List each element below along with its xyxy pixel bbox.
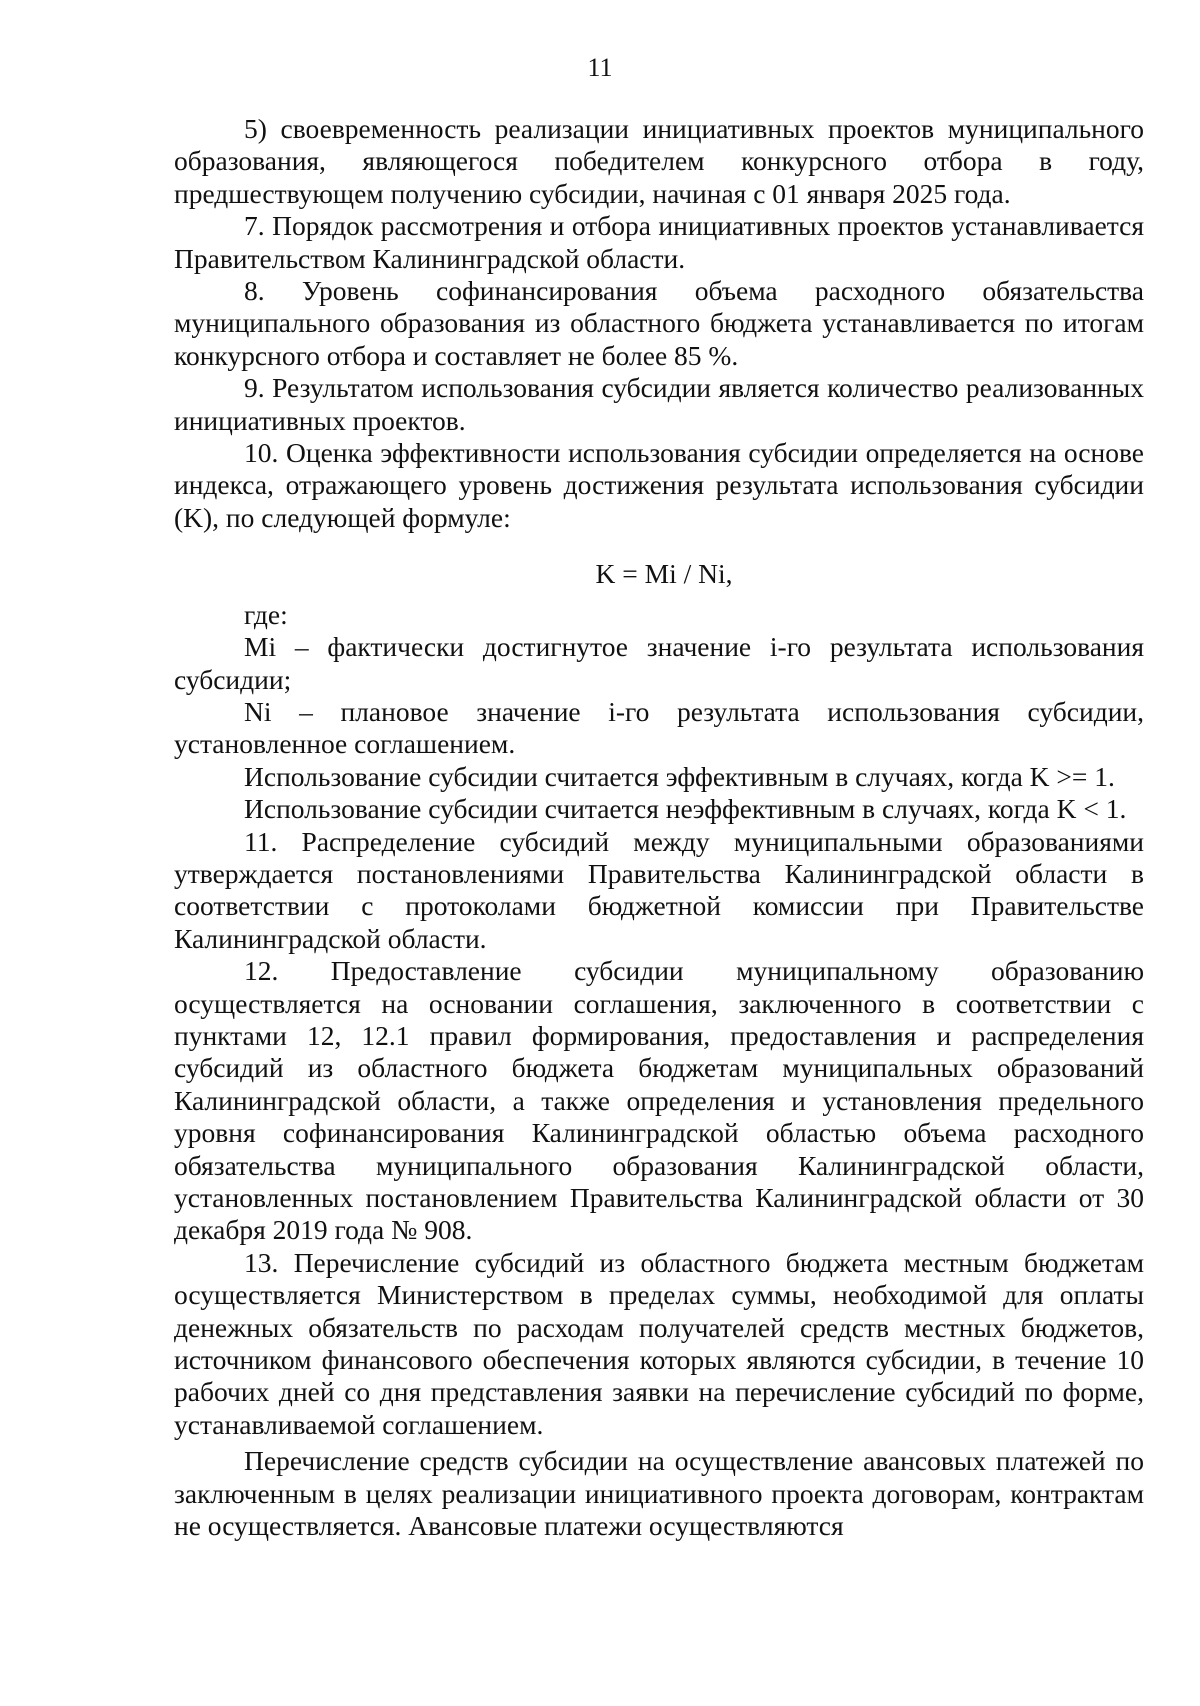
ineffective-condition: Использование субсидии считается неэффективным в случаях, когда K < 1.: [244, 793, 1127, 825]
formula: K = Mi / Ni,: [595, 558, 733, 590]
definition-ni: Ni – плановое значение i-го результата использования субсидии, установленное соглашением.: [174, 695, 1144, 760]
definition-mi: Mi – фактически достигнутое значение i-го результата использования субсидии;: [174, 631, 1144, 695]
formula-where-label: где:: [244, 598, 288, 630]
paragraph-item-12: 12. Предоставление субсидии муниципальному образованию осуществляется на основании соглашения, заключенного в соответствии с пунктами 12, 12.1 правил формирования, предоставления и распределения субсидий из областного бюджета бюджетам муниципальных образований Калининградской области, а также определения и установления предельного уровня софинансирования Калининградской областью объема расходного обязательства муниципального образования Калининградской области, установленных постановлением Правительства Калининградской области от 30 декабря 2019 года № 908.: [174, 955, 1144, 1246]
document-body: [174, 113, 1144, 1542]
paragraph-item-8: 8. Уровень софинансирования объема расходного обязательства муниципального образования из областного бюджета устанавливается по итогам конкурсного отбора и составляет не более 85 %.: [174, 275, 1144, 371]
paragraph-item-5: 5) своевременность реализации инициативных проектов муниципального образования, являющегося победителем конкурсного отбора в году, предшествующем получению субсидии, начиная с 01 января 2025 года.: [174, 113, 1144, 209]
paragraph-item-7: 7. Порядок рассмотрения и отбора инициативных проектов устанавливается Правительством Калининградской области.: [174, 210, 1144, 274]
effective-condition: Использование субсидии считается эффективным в случаях, когда K >= 1.: [244, 760, 1115, 792]
paragraph-advance-payments: Перечисление средств субсидии на осуществление авансовых платежей по заключенным в целях реализации инициативного проекта договорам, контрактам не осуществляется. Авансовые платежи осуществляются: [174, 1445, 1144, 1542]
paragraph-item-13: 13. Перечисление субсидий из областного бюджета местным бюджетам осуществляется Министерством в пределах суммы, необходимой для оплаты денежных обязательств по расходам получателей средств местных бюджетов, источником финансового обеспечения которых являются субсидии, в течение 10 рабочих дней со дня представления заявки на перечисление субсидий по форме, устанавливаемой соглашением.: [174, 1246, 1144, 1440]
page-number: 11: [587, 53, 613, 82]
paragraph-item-9: 9. Результатом использования субсидии является количество реализованных инициативных проектов.: [174, 372, 1144, 436]
paragraph-item-11: 11. Распределение субсидий между муниципальными образованиями утверждается постановлениями Правительства Калининградской области в соответствии с протоколами бюджетной комиссии при Правительстве Калининградской области.: [174, 825, 1144, 954]
paragraph-item-10: 10. Оценка эффективности использования субсидии определяется на основе индекса, отражающего уровень достижения результата использования субсидии (K), по следующей формуле:: [174, 437, 1144, 533]
